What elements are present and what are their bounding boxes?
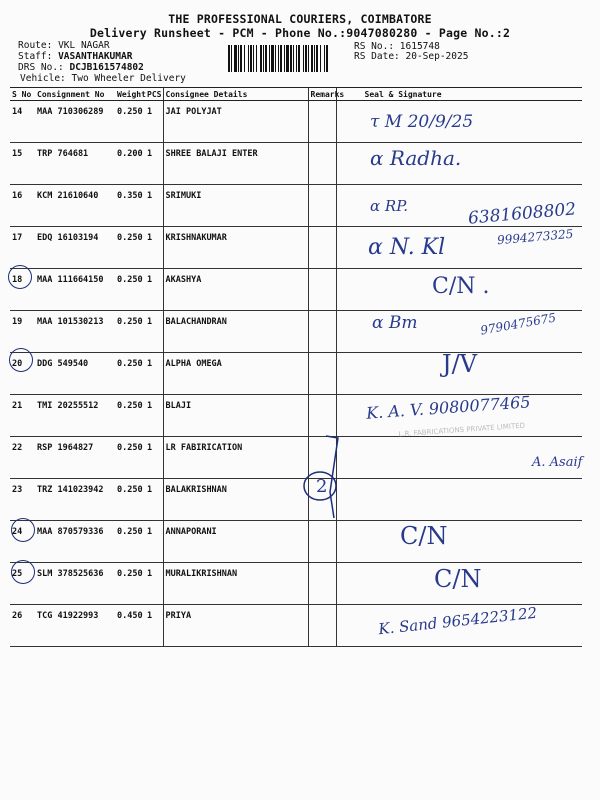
table-row [10,605,582,647]
cell-consignee: MURALIKRISHNAN [163,563,308,605]
phone-row-19: 9790475675 [479,310,557,338]
cell-pcs: 1 [145,563,163,605]
drs-value: DCJB161574802 [69,62,144,73]
drs-line [18,62,144,73]
table-row [10,521,582,563]
cell-signature [336,143,582,185]
cell-signature [336,521,582,563]
signature-row-20: J/V [442,350,478,378]
runsheet-subtitle: Delivery Runsheet - PCM - Phone No.:9047080280 - Page No.:2 [89,26,511,40]
table-row [10,269,582,311]
table-row [10,311,582,353]
cell-weight: 0.250 [115,395,145,437]
col-header-pcs: PCS [147,89,162,99]
cell-pcs: 1 [145,227,163,269]
cell-weight: 0.250 [115,269,145,311]
sno-18-circle [8,265,32,289]
page-title: THE PROFESSIONAL COURIERS, COIMBATORE [168,12,432,26]
cell-sno: 21 [10,395,35,437]
cell-sno: 22 [10,437,35,479]
signature-row-21: K. A. V. 9080077465 [365,392,532,423]
cell-consignment-no: MAA 111664150 [35,269,115,311]
rs-date-value: 20-Sep-2025 [405,51,469,62]
cell-pcs: 1 [145,143,163,185]
cell-consignment-no: MAA 101530213 [35,311,115,353]
cell-remarks [308,227,336,269]
vehicle-line [20,73,186,84]
cell-consignment-no: KCM 21610640 [35,185,115,227]
cell-sno: 16 [10,185,35,227]
cell-weight: 0.250 [115,563,145,605]
cell-consignment-no: DDG 549540 [35,353,115,395]
staff-label: Staff: [18,51,53,62]
cell-weight: 0.200 [115,143,145,185]
cell-consignment-no: TCG 41922993 [35,605,115,647]
cell-pcs: 1 [145,101,163,143]
staff-value: VASANTHAKUMAR [58,51,133,62]
cell-pcs: 1 [145,395,163,437]
table-row [10,353,582,395]
cell-consignment-no: RSP 1964827 [35,437,115,479]
cell-sno: 20 [10,353,35,395]
cell-weight: 0.250 [115,101,145,143]
cell-pcs: 1 [145,353,163,395]
cell-signature [336,353,582,395]
runsheet-table [10,87,582,647]
cell-pcs: 1 [145,311,163,353]
staff-line [18,51,132,62]
cell-weight: 0.350 [115,185,145,227]
cell-sno: 24 [10,521,35,563]
cell-signature [336,605,582,647]
table-row [10,185,582,227]
cell-remarks [308,101,336,143]
table-header-row [10,88,582,101]
cell-consignee: ALPHA OMEGA [163,353,308,395]
cell-remarks [308,143,336,185]
cell-consignee: JAI POLYJAT [163,101,308,143]
phone-row-16: 6381608802 [467,199,577,229]
cell-pcs: 1 [145,605,163,647]
cell-consignment-no: SLM 378525636 [35,563,115,605]
cell-pcs: 1 [145,437,163,479]
cell-consignee: PRIYA [163,605,308,647]
rs-no-value: 1615748 [399,41,440,52]
sno-20-circle [9,348,33,372]
cell-signature [336,101,582,143]
signature-row-22: A. Asaif [532,455,583,470]
remark-row-23: 2 [316,476,328,497]
cell-sno: 25 [10,563,35,605]
vehicle-label: Vehicle: [20,73,66,84]
signature-row-26: K. Sand 9654223122 [377,603,538,639]
signature-row-17: α N. Kl [368,235,446,260]
cell-consignee: SHREE BALAJI ENTER [163,143,308,185]
col-header-signature: Seal & Signature [336,88,582,101]
cell-consignment-no: TRZ 141023942 [35,479,115,521]
sno-25-circle [11,560,35,584]
cell-weight: 0.450 [115,605,145,647]
cell-sno: 15 [10,143,35,185]
cell-remarks [308,185,336,227]
vehicle-value: Two Wheeler Delivery [71,73,186,84]
cell-sno: 17 [10,227,35,269]
signature-row-16: α RP. [370,197,409,215]
table-row [10,143,582,185]
cell-pcs: 1 [145,185,163,227]
col-header-weight: Weight [117,89,146,99]
cell-consignee: SRIMUKI [163,185,308,227]
route-label: Route: [18,40,53,51]
cell-consignment-no: EDQ 16103194 [35,227,115,269]
table-row [10,101,582,143]
cell-signature [336,185,582,227]
cell-consignee: LR FABIRICATION [163,437,308,479]
cell-remarks [308,395,336,437]
cell-consignee: ANNAPORANI [163,521,308,563]
cell-consignee: BALAKRISHNAN [163,479,308,521]
cell-remarks [308,269,336,311]
drs-label: DRS No.: [18,62,64,73]
signature-row-15: α Radha. [370,146,462,170]
cell-consignment-no: TRP 764681 [35,143,115,185]
company-stamp: L.R. FABRICATIONS PRIVATE LIMITED [398,421,526,439]
col-header-consignment: Consignment No [35,88,115,101]
rs-date-label: RS Date: [354,51,400,62]
table-row [10,479,582,521]
cell-signature [336,563,582,605]
barcode [228,45,350,72]
route-value: VKL NAGAR [58,40,110,51]
cell-consignment-no: MAA 710306289 [35,101,115,143]
cell-sno: 19 [10,311,35,353]
cell-sno: 26 [10,605,35,647]
col-header-sno: S No [10,88,35,101]
signature-row-14: τ M 20/9/25 [370,112,474,132]
cell-pcs: 1 [145,479,163,521]
col-header-consignee: Consignee Details [163,88,308,101]
cell-signature [336,227,582,269]
cell-sno: 18 [10,269,35,311]
route-line [18,40,110,51]
cell-remarks [308,521,336,563]
cell-consignment-no: TMI 20255512 [35,395,115,437]
cell-sno: 14 [10,101,35,143]
signature-row-24: C/N [400,522,448,550]
sno-24-circle [11,518,35,542]
cell-weight: 0.250 [115,311,145,353]
table-row [10,563,582,605]
cell-signature [336,269,582,311]
cell-weight: 0.250 [115,227,145,269]
signature-row-25: C/N [434,565,482,593]
cell-remarks [308,353,336,395]
cell-remarks [308,563,336,605]
rs-no-label: RS No.: [354,41,395,52]
rs-date-line [354,51,468,62]
cell-consignee: AKASHYA [163,269,308,311]
cell-sno: 23 [10,479,35,521]
cell-weight: 0.250 [115,353,145,395]
cell-pcs: 1 [145,521,163,563]
cell-signature [336,311,582,353]
cell-weight: 0.250 [115,479,145,521]
signature-row-18: C/N . [432,274,490,299]
cell-weight: 0.250 [115,521,145,563]
cell-consignee: KRISHNAKUMAR [163,227,308,269]
barcode-bar [328,45,329,72]
cell-consignee: BALACHANDRAN [163,311,308,353]
cell-weight: 0.250 [115,437,145,479]
phone-row-17: 9994273325 [496,226,574,248]
table-row [10,227,582,269]
col-header-remarks: Remarks [308,88,336,101]
signature-row-19: α Bm [372,313,418,333]
cell-consignment-no: MAA 870579336 [35,521,115,563]
cell-pcs: 1 [145,269,163,311]
bracket-mark [300,432,380,522]
cell-remarks [308,311,336,353]
cell-remarks [308,605,336,647]
cell-consignee: BLAJI [163,395,308,437]
